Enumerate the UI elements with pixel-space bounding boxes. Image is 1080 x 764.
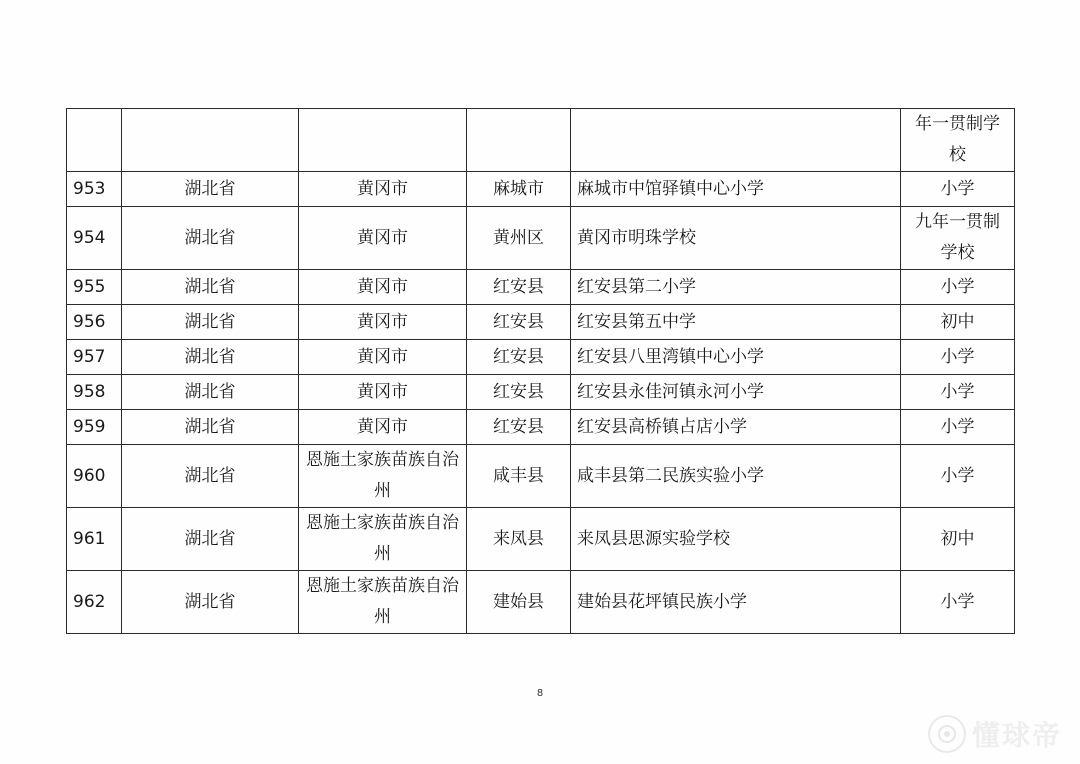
city-cell: 恩施土家族苗族自治州	[299, 445, 467, 508]
district-cell: 麻城市	[467, 172, 571, 207]
province-cell: 湖北省	[122, 207, 299, 270]
page-number: 8	[536, 688, 544, 699]
district-cell: 红安县	[467, 410, 571, 445]
row-number-cell: 955	[67, 270, 122, 305]
school-type-cell: 年一贯制学校	[901, 109, 1015, 172]
province-cell: 湖北省	[122, 305, 299, 340]
school-list-table	[66, 108, 1015, 634]
school-type-cell: 小学	[901, 445, 1015, 508]
table-row	[67, 172, 1015, 207]
province-cell: 湖北省	[122, 375, 299, 410]
school-name-cell: 红安县高桥镇占店小学	[571, 410, 901, 445]
row-number-cell: 954	[67, 207, 122, 270]
province-cell	[122, 109, 299, 172]
school-type-cell: 小学	[901, 571, 1015, 634]
school-type-cell: 初中	[901, 305, 1015, 340]
province-cell: 湖北省	[122, 410, 299, 445]
city-cell: 黄冈市	[299, 375, 467, 410]
city-cell: 黄冈市	[299, 410, 467, 445]
school-name-cell: 来凤县思源实验学校	[571, 508, 901, 571]
district-cell: 建始县	[467, 571, 571, 634]
district-cell: 咸丰县	[467, 445, 571, 508]
table-row	[67, 445, 1015, 508]
table-row	[67, 410, 1015, 445]
province-cell: 湖北省	[122, 571, 299, 634]
province-cell: 湖北省	[122, 508, 299, 571]
school-type-cell: 小学	[901, 340, 1015, 375]
school-type-cell: 小学	[901, 270, 1015, 305]
city-cell: 黄冈市	[299, 172, 467, 207]
district-cell: 红安县	[467, 340, 571, 375]
table-row	[67, 207, 1015, 270]
school-type-cell: 小学	[901, 410, 1015, 445]
table-row	[67, 270, 1015, 305]
row-number-cell	[67, 109, 122, 172]
province-cell: 湖北省	[122, 270, 299, 305]
school-name-cell: 红安县第二小学	[571, 270, 901, 305]
city-cell: 黄冈市	[299, 340, 467, 375]
table-row	[67, 340, 1015, 375]
row-number-cell: 957	[67, 340, 122, 375]
district-cell: 黄州区	[467, 207, 571, 270]
school-name-cell: 麻城市中馆驿镇中心小学	[571, 172, 901, 207]
school-name-cell: 咸丰县第二民族实验小学	[571, 445, 901, 508]
province-cell: 湖北省	[122, 172, 299, 207]
row-number-cell: 958	[67, 375, 122, 410]
city-cell: 恩施土家族苗族自治州	[299, 571, 467, 634]
table-row	[67, 508, 1015, 571]
table-row	[67, 375, 1015, 410]
province-cell: 湖北省	[122, 445, 299, 508]
city-cell	[299, 109, 467, 172]
school-name-cell: 红安县八里湾镇中心小学	[571, 340, 901, 375]
watermark-logo-icon	[928, 715, 966, 753]
school-name-cell: 黄冈市明珠学校	[571, 207, 901, 270]
row-number-cell: 959	[67, 410, 122, 445]
district-cell: 来凤县	[467, 508, 571, 571]
city-cell: 黄冈市	[299, 207, 467, 270]
row-number-cell: 956	[67, 305, 122, 340]
row-number-cell: 961	[67, 508, 122, 571]
school-type-cell: 初中	[901, 508, 1015, 571]
watermark	[928, 714, 1062, 754]
district-cell: 红安县	[467, 305, 571, 340]
row-number-cell: 960	[67, 445, 122, 508]
table-row	[67, 571, 1015, 634]
school-type-cell: 小学	[901, 375, 1015, 410]
table-row	[67, 305, 1015, 340]
row-number-cell: 962	[67, 571, 122, 634]
school-type-cell: 九年一贯制学校	[901, 207, 1015, 270]
province-cell: 湖北省	[122, 340, 299, 375]
row-number-cell: 953	[67, 172, 122, 207]
school-name-cell	[571, 109, 901, 172]
school-name-cell: 红安县第五中学	[571, 305, 901, 340]
city-cell: 黄冈市	[299, 270, 467, 305]
district-cell: 红安县	[467, 375, 571, 410]
district-cell: 红安县	[467, 270, 571, 305]
table-row	[67, 109, 1015, 172]
district-cell	[467, 109, 571, 172]
watermark-text: 懂球帝	[971, 719, 1062, 752]
school-name-cell: 建始县花坪镇民族小学	[571, 571, 901, 634]
city-cell: 恩施土家族苗族自治州	[299, 508, 467, 571]
school-type-cell: 小学	[901, 172, 1015, 207]
city-cell: 黄冈市	[299, 305, 467, 340]
school-name-cell: 红安县永佳河镇永河小学	[571, 375, 901, 410]
